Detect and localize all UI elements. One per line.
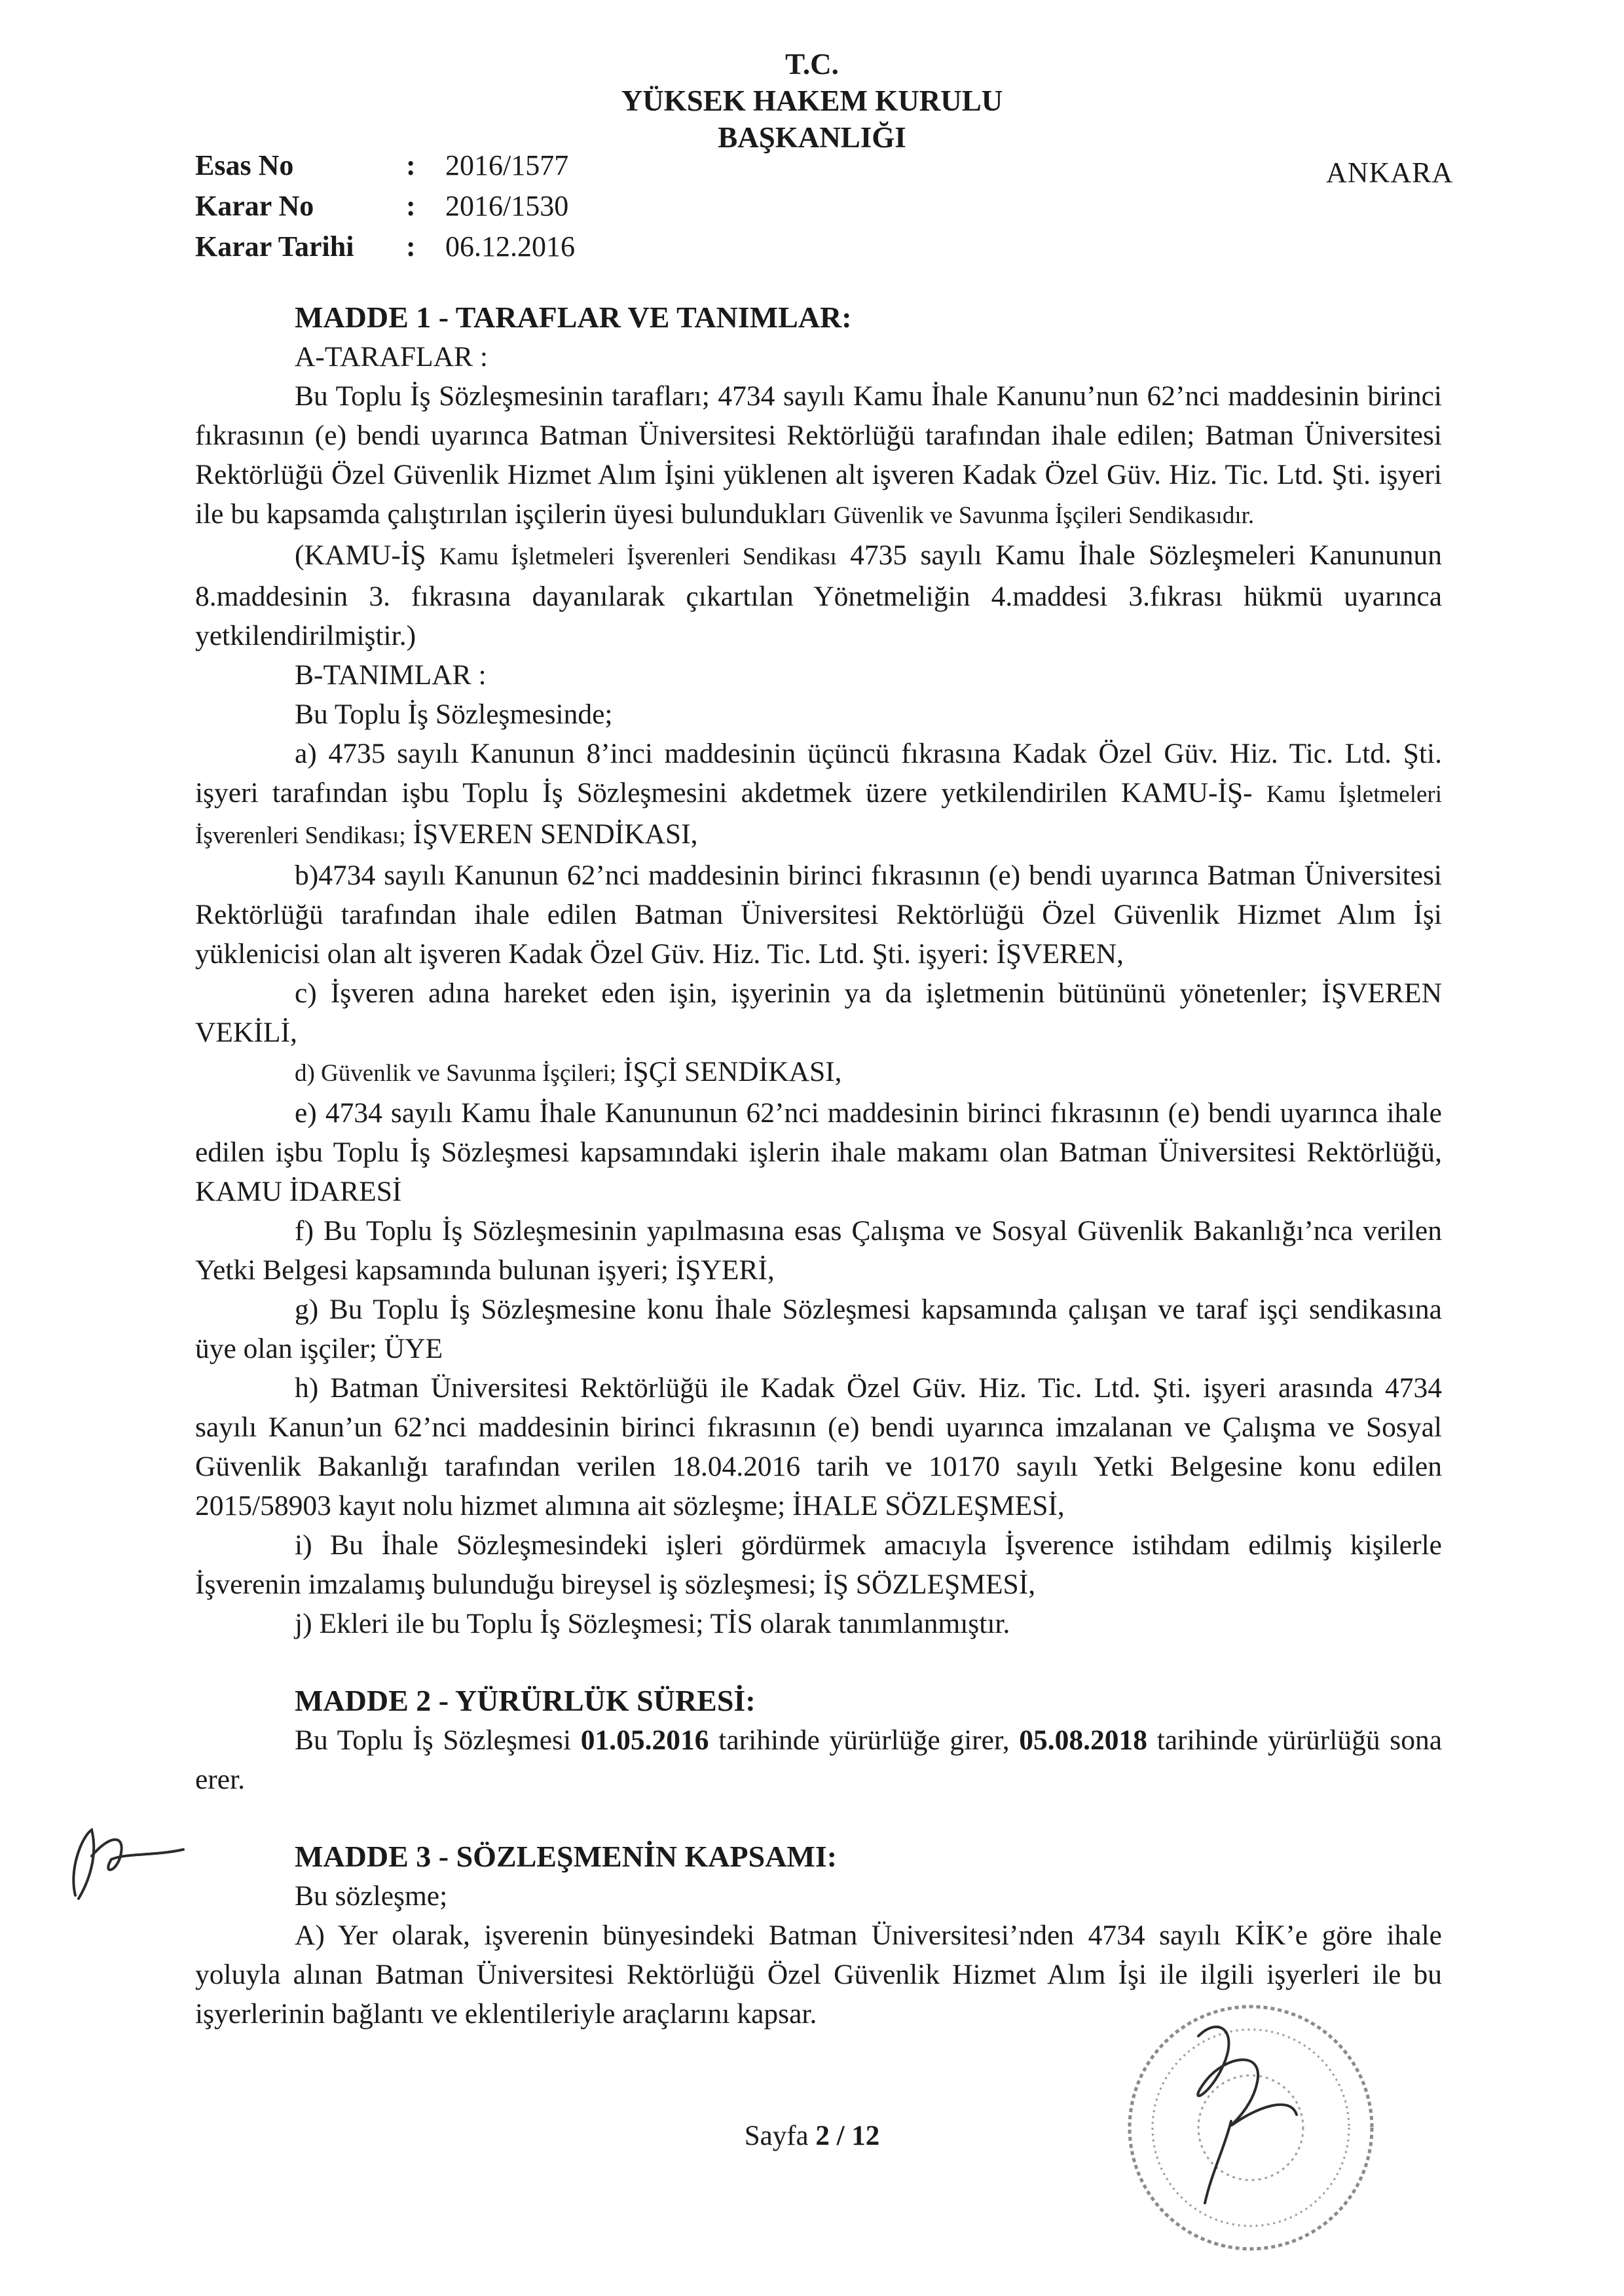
definition-i: i) Bu İhale Sözleşmesindeki işleri gördürmek amacıyla İşverence istihdam edilmiş kişilerle İşverenin imzalamış bulunduğu bireysel iş sözleşmesi; İŞ SÖZLEŞMESİ,: [195, 1529, 1442, 1600]
definition-a: [195, 734, 1442, 856]
meta-key: Karar Tarihi: [195, 230, 354, 263]
def-a-term: İŞVEREN SENDİKASI,: [413, 818, 698, 850]
document-body: [195, 298, 1442, 2033]
tanimlar-heading: B-TANIMLAR :: [295, 659, 487, 691]
auth-rest: 4735 sayılı Kamu İhale Sözleşmeleri Kanununun 8.maddesinin 3. fıkrasına dayanılarak çıkartılan Yönetmeliğin 4.maddesi 3.fıkrası hükmü uyarınca yetkilendirilmiştir.): [195, 539, 1443, 651]
header-institution: YÜKSEK HAKEM KURULU: [621, 84, 1003, 117]
scope-item-a: A) Yer olarak, işverenin bünyesindeki Batman Üniversitesi’nden 4734 sayılı KİK’e göre ihale yoluyla alınan Batman Üniversitesi Rektörlüğü Özel Güvenlik Hizmet Alım İşi ile ilgili işyerleri ile bu işyerlerinin bağlantı ve eklentileriyle araçlarını kapsar.: [195, 1920, 1442, 2030]
taraflar-heading: A-TARAFLAR :: [295, 341, 488, 373]
meta-value: 06.12.2016: [445, 230, 575, 263]
madde-3-heading: MADDE 3 - SÖZLEŞMENİN KAPSAMI:: [295, 1840, 838, 1873]
section-spacer: [195, 1643, 1442, 1681]
case-meta: [195, 145, 575, 267]
definition-b: b)4734 sayılı Kanunun 62’nci maddesinin birinci fıkrasının (e) bendi uyarınca Batman Üniversitesi Rektörlüğü tarafından ihale edilen Batman Üniversitesi Rektörlüğü Özel Güvenlik Hizmet Alım İşi yüklenicisi olan alt işveren Kadak Özel Güv. Hiz. Tic. Ltd. Şti. işyeri: İŞVEREN,: [195, 860, 1442, 970]
auth-open: (KAMU-İŞ: [295, 539, 426, 571]
page-label: Sayfa: [744, 2121, 809, 2151]
definition-e: [195, 1093, 1442, 1211]
end-date: 05.08.2018: [1019, 1724, 1148, 1756]
meta-row-esas: [195, 145, 575, 186]
def-e-text: e) 4734 sayılı Kamu İhale Kanununun 62’nci maddesinin birinci fıkrasının (e) bendi uyarınca ihale edilen işbu Toplu İş Sözleşmesi kapsamındaki işlerin ihale makamı olan Batman Üniversitesi Rektörlüğü,: [195, 1097, 1442, 1168]
header-department: BAŞKANLIĞI: [718, 121, 906, 154]
madde-2-heading: MADDE 2 - YÜRÜRLÜK SÜRESİ:: [295, 1684, 756, 1717]
meta-value: 2016/1577: [445, 149, 569, 181]
meta-row-karar: [195, 186, 575, 227]
meta-colon: :: [406, 230, 416, 263]
validity-paragraph: [195, 1721, 1442, 1799]
taraflar-text: Bu Toplu İş Sözleşmesinin tarafları; 4734 sayılı Kamu İhale Kanunu’nun 62’nci maddesinin birinci fıkrasının (e) bendi uyarınca Batman Üniversitesi Rektörlüğü tarafından ihale edilen; Batman Üniversitesi Rektörlüğü Özel Güvenlik Hizmet Alım İşini yüklenen alt işveren Kadak Özel Güv. Hiz. Tic. Ltd. Şti. işyeri ile bu kapsamda çalıştırılan işçilerin üyesi bulundukları: [195, 380, 1442, 530]
def-d-term: İŞÇİ SENDİKASI,: [623, 1056, 842, 1087]
def-d-small: d) Güvenlik ve Savunma İşçileri;: [295, 1060, 617, 1087]
scope-intro: Bu sözleşme;: [295, 1880, 448, 1912]
authorization-paragraph: [195, 536, 1442, 655]
header-tc: T.C.: [785, 48, 839, 81]
def-e-term: KAMU İDARESİ: [195, 1176, 402, 1207]
definition-g: g) Bu Toplu İş Sözleşmesine konu İhale Sözleşmesi kapsamında çalışan ve taraf işçi sendikasına üye olan işçiler; ÜYE: [195, 1294, 1442, 1364]
handwritten-initials-icon: [62, 1817, 193, 1908]
definition-f: f) Bu Toplu İş Sözleşmesinin yapılmasına esas Çalışma ve Sosyal Güvenlik Bakanlığı’nca verilen Yetki Belgesi kapsamında bulunan işyeri; İŞYERİ,: [195, 1215, 1442, 1286]
meta-colon: :: [406, 149, 416, 181]
validity-text-1: Bu Toplu İş Sözleşmesi: [295, 1724, 572, 1756]
def-a-small: Kamu İşletmeleri İşverenleri Sendikası;: [195, 781, 1443, 849]
definition-d: [195, 1052, 1442, 1093]
definition-j: j) Ekleri ile bu Toplu İş Sözleşmesi; TİS olarak tanımlanmıştır.: [295, 1608, 1010, 1639]
page-number: 2 / 12: [815, 2121, 880, 2151]
page-footer: [0, 2120, 1624, 2152]
header-city: ANKARA: [1326, 156, 1454, 189]
validity-text-3: tarihinde yürürlüğü sona erer.: [195, 1724, 1443, 1795]
meta-row-tarih: [195, 227, 575, 267]
def-a-text: a) 4735 sayılı Kanunun 8’inci maddesinin üçüncü fıkrasına Kadak Özel Güv. Hiz. Tic. Ltd. Şti. işyeri tarafından işbu Toplu İş Sözleşmesini akdetmek üzere yetkilendirilen KAMU-İŞ-: [195, 738, 1442, 809]
taraflar-paragraph: [195, 376, 1442, 536]
meta-colon: :: [406, 190, 416, 222]
madde-1-heading: MADDE 1 - TARAFLAR VE TANIMLAR:: [295, 301, 852, 334]
start-date: 01.05.2016: [580, 1724, 709, 1756]
meta-key: Karar No: [195, 190, 314, 222]
employer-union-name: Kamu İşletmeleri İşverenleri Sendikası: [439, 543, 837, 570]
tanimlar-intro: Bu Toplu İş Sözleşmesinde;: [295, 699, 613, 730]
validity-text-2: tarihinde yürürlüğe girer,: [718, 1724, 1010, 1756]
union-name: Güvenlik ve Savunma İşçileri Sendikasıdır.: [833, 502, 1255, 529]
definition-c: c) İşveren adına hareket eden işin, işyerinin ya da işletmenin bütününü yönetenler; İŞVEREN VEKİLİ,: [195, 977, 1442, 1048]
meta-value: 2016/1530: [445, 190, 569, 222]
meta-key: Esas No: [195, 149, 294, 181]
handwritten-signature-icon: [1159, 2010, 1329, 2206]
definition-h: h) Batman Üniversitesi Rektörlüğü ile Kadak Özel Güv. Hiz. Tic. Ltd. Şti. işyeri arasında 4734 sayılı Kanun’un 62’nci maddesinin birinci fıkrasının (e) bendi uyarınca imzalanan ve Çalışma ve Sosyal Güvenlik Bakanlığı tarafından verilen 18.04.2016 tarih ve 10170 sayılı Yetki Belgesine konu edilen 2015/58903 kayıt nolu hizmet alımına ait sözleşme; İHALE SÖZLEŞMESİ,: [195, 1372, 1442, 1522]
section-spacer: [195, 1799, 1442, 1837]
